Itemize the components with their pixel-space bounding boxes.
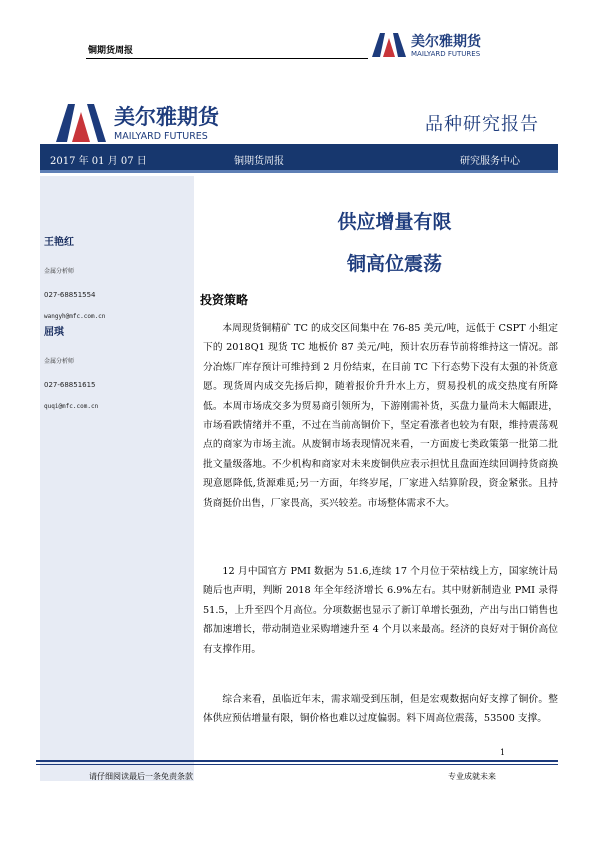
- header-doc-label: 铜期货周报: [88, 46, 134, 56]
- header-logo: [371, 30, 511, 58]
- header-logo-cn: 美尔雅期货: [411, 34, 481, 50]
- analyst-card: [44, 233, 105, 320]
- main-logo-cn: 美尔雅期货: [114, 105, 219, 129]
- title-line-1: 供应增量有限: [337, 211, 452, 233]
- report-date: 2017 年 01 月 07 日: [50, 156, 147, 167]
- report-name: 铜期货周报: [234, 156, 284, 167]
- analyst-email[interactable]: quqi@mfc.com.cn: [44, 403, 99, 410]
- analyst-sidebar: [40, 176, 194, 781]
- title-line-2: 铜高位震荡: [346, 253, 442, 275]
- footer-slogan: 专业成就未来: [448, 772, 496, 781]
- body-paragraph: 综合来看，虽临近年末，需求端受到压制，但是宏观数据向好支撑了铜价。整体供应预估增量有限，铜价格也难以过度偏弱。料下周高位震荡，53500 支撑。: [203, 694, 558, 725]
- footer-rule: [36, 760, 558, 762]
- info-bar: [40, 144, 558, 173]
- main-logo-en: MAILYARD FUTURES: [114, 131, 208, 142]
- page-number: 1: [500, 748, 506, 757]
- header-logo-en: MAILYARD FUTURES: [411, 50, 481, 58]
- body-paragraph: 本周现货铜精矿 TC 的成交区间集中在 76-85 美元/吨，远低于 CSPT 小组定下的 2018Q1 现货 TC 地板价 87 美元/吨，预计农历春节前将维持这一情况。部分冶炼厂库存预计可维持到 2 月份结束，在目前 TC 下行态势下没有太强的补货意愿。现货周内成交先扬后抑，随着报价升升水上方，贸易投机的成交热度有所降低。本周市场成交多为贸易商引领所为，下游刚需补货，买盘力量尚未大幅跟进，市场看跌情绪并不重，不过在当前高铜价下，坚定看涨者也较为有限，维持震荡观点的商家为市场主流。从废铜市场表现情况来看，一方面废七类政策第一批第二批批文量级落地。不少机构和商家对未来废铜供应表示担忧且盘面连续回调持货商换现意愿降低,货源难觅;另一方面，年终岁尾，厂家进入结算阶段，资金紧张。且持货商挺价出售，厂家畏高，买兴较差。市场整体需求不大。: [203, 323, 558, 509]
- logo-mark-icon: [372, 33, 406, 57]
- main-logo: [54, 100, 239, 144]
- analyst-name: 屈琪: [44, 327, 64, 338]
- footer-rule-thin: [36, 764, 558, 765]
- department: 研究服务中心: [460, 156, 520, 167]
- analyst-card: [44, 323, 98, 410]
- footer-disclaimer: 请仔细阅读最后一条免责条款: [89, 772, 193, 781]
- analyst-title: 金属分析师: [44, 268, 75, 275]
- header-rule: [86, 58, 368, 59]
- analyst-phone: 027-68851554: [44, 291, 96, 299]
- analyst-phone: 027-68851615: [44, 381, 96, 389]
- analyst-name: 王艳红: [44, 237, 74, 248]
- body-paragraph: 12 月中国官方 PMI 数据为 51.6,连续 17 个月位于荣枯线上方，国家统计局随后也声明，判断 2018 年全年经济增长 6.9%左右。其中财新制造业 PMI 录得 51.5，上升至四个月高位。分项数据也显示了新订单增长强劲，产出与出口销售也都加速增长，带动制造业采购增速升至 4 个月以来最高。经济的良好对于铜价高位有支撑作用。: [203, 566, 558, 655]
- analyst-title: 金属分析师: [44, 358, 75, 365]
- report-type: 品种研究报告: [425, 114, 539, 135]
- logo-mark-icon: [56, 104, 106, 142]
- section-heading: 投资策略: [200, 293, 249, 307]
- analyst-email[interactable]: wangyh@mfc.com.cn: [44, 313, 106, 320]
